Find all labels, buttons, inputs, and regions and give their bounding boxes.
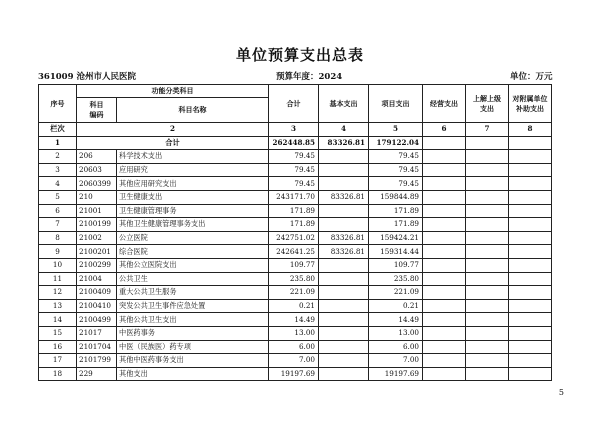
seq-cell: 16 — [39, 340, 77, 354]
seq-cell: 9 — [39, 245, 77, 259]
code-cell: 206 — [77, 150, 117, 164]
basic-cell — [319, 367, 369, 381]
name-cell: 其他应用研究支出 — [117, 177, 269, 191]
remit-cell — [466, 218, 509, 232]
total-cell: 79.45 — [269, 177, 319, 191]
remit-cell — [466, 367, 509, 381]
basic-cell: 83326.81 — [319, 231, 369, 245]
operating-cell — [423, 163, 466, 177]
project-cell: 14.49 — [369, 313, 423, 327]
sub-aid-cell — [509, 231, 552, 245]
code-cell: 2060399 — [77, 177, 117, 191]
remit-cell — [466, 190, 509, 204]
code-cell: 21002 — [77, 231, 117, 245]
header-code: 科目 编码 — [77, 98, 117, 123]
table-row — [39, 286, 552, 300]
total-cell: 171.89 — [269, 218, 319, 232]
total-cell: 262448.85 — [269, 136, 319, 150]
sub-aid-cell — [509, 286, 552, 300]
header-seq: 序号 — [39, 85, 77, 123]
sub-aid-cell — [509, 299, 552, 313]
table-row — [39, 177, 552, 191]
project-cell: 0.21 — [369, 299, 423, 313]
code-cell: 2100409 — [77, 286, 117, 300]
code-cell: 21017 — [77, 326, 117, 340]
seq-cell: 6 — [39, 204, 77, 218]
seq-cell: 5 — [39, 190, 77, 204]
page-title: 单位预算支出总表 — [235, 46, 364, 64]
header-project: 项目支出 — [369, 85, 423, 123]
sub-aid-cell — [509, 272, 552, 286]
name-cell: 中医药事务 — [117, 326, 269, 340]
table-row — [39, 367, 552, 381]
budget-year-label: 预算年度：2024 — [276, 72, 343, 82]
operating-cell — [423, 367, 466, 381]
seq-cell: 1 — [39, 136, 77, 150]
table-row — [39, 326, 552, 340]
seq-cell: 15 — [39, 326, 77, 340]
basic-cell — [319, 150, 369, 164]
total-cell: 171.89 — [269, 204, 319, 218]
project-cell: 19197.69 — [369, 367, 423, 381]
lanci-cell: 栏次 — [39, 123, 77, 137]
code-cell: 21004 — [77, 272, 117, 286]
seq-cell: 2 — [39, 150, 77, 164]
seq-cell: 8 — [39, 231, 77, 245]
sub-aid-cell — [509, 150, 552, 164]
remit-cell — [466, 313, 509, 327]
name-cell: 科学技术支出 — [117, 150, 269, 164]
table-row — [39, 272, 552, 286]
seq-cell: 11 — [39, 272, 77, 286]
remit-cell — [466, 272, 509, 286]
operating-cell — [423, 286, 466, 300]
project-cell: 235.80 — [369, 272, 423, 286]
basic-cell — [319, 326, 369, 340]
basic-cell — [319, 258, 369, 272]
basic-cell — [319, 204, 369, 218]
basic-cell: 83326.81 — [319, 190, 369, 204]
operating-cell — [423, 258, 466, 272]
total-cell: 0.21 — [269, 299, 319, 313]
operating-cell — [423, 204, 466, 218]
table-row — [39, 163, 552, 177]
total-cell: 6.00 — [269, 340, 319, 354]
code-cell: 21001 — [77, 204, 117, 218]
operating-cell — [423, 231, 466, 245]
remit-cell — [466, 286, 509, 300]
table-row — [39, 218, 552, 232]
project-cell: 159844.89 — [369, 190, 423, 204]
lanci-cell: 6 — [423, 123, 466, 137]
table-row — [39, 299, 552, 313]
remit-cell — [466, 354, 509, 368]
total-cell: 235.80 — [269, 272, 319, 286]
total-cell: 14.49 — [269, 313, 319, 327]
sub-aid-cell — [509, 313, 552, 327]
organization-label: 361009 沧州市人民医院 — [38, 72, 136, 82]
remit-cell — [466, 231, 509, 245]
code-cell: 2100199 — [77, 218, 117, 232]
sub-aid-cell — [509, 204, 552, 218]
remit-cell — [466, 163, 509, 177]
project-cell: 109.77 — [369, 258, 423, 272]
remit-cell — [466, 326, 509, 340]
basic-cell — [319, 177, 369, 191]
sub-aid-cell — [509, 163, 552, 177]
header-total: 合计 — [269, 85, 319, 123]
seq-cell: 13 — [39, 299, 77, 313]
remit-cell — [466, 299, 509, 313]
project-cell: 171.89 — [369, 218, 423, 232]
name-cell: 合计 — [77, 136, 269, 150]
table-row — [39, 204, 552, 218]
name-cell: 公共卫生 — [117, 272, 269, 286]
total-cell: 242641.25 — [269, 245, 319, 259]
operating-cell — [423, 190, 466, 204]
lanci-cell: 8 — [509, 123, 552, 137]
table-row — [39, 150, 552, 164]
project-cell: 159314.44 — [369, 245, 423, 259]
project-cell: 7.00 — [369, 354, 423, 368]
sub-aid-cell — [509, 326, 552, 340]
sub-aid-cell — [509, 245, 552, 259]
basic-cell — [319, 286, 369, 300]
table-row — [39, 313, 552, 327]
code-cell: 2100410 — [77, 299, 117, 313]
remit-cell — [466, 258, 509, 272]
operating-cell — [423, 136, 466, 150]
header-func-group: 功能分类科目 — [77, 85, 269, 98]
seq-cell: 18 — [39, 367, 77, 381]
remit-cell — [466, 136, 509, 150]
sub-aid-cell — [509, 340, 552, 354]
code-cell: 210 — [77, 190, 117, 204]
lanci-cell: 7 — [466, 123, 509, 137]
name-cell: 其他中医药事务支出 — [117, 354, 269, 368]
name-cell: 突发公共卫生事件应急处置 — [117, 299, 269, 313]
project-cell: 6.00 — [369, 340, 423, 354]
name-cell: 公立医院 — [117, 231, 269, 245]
header-remit-upper: 上解上级 支出 — [466, 85, 509, 123]
seq-cell: 4 — [39, 177, 77, 191]
seq-cell: 10 — [39, 258, 77, 272]
unit-label: 单位：万元 — [510, 72, 553, 82]
table-row — [39, 190, 552, 204]
remit-cell — [466, 150, 509, 164]
lanci-cell: 4 — [319, 123, 369, 137]
name-cell: 中医（民族医）药专项 — [117, 340, 269, 354]
code-cell: 2100299 — [77, 258, 117, 272]
table-row — [39, 231, 552, 245]
header-basic: 基本支出 — [319, 85, 369, 123]
name-cell: 其他支出 — [117, 367, 269, 381]
project-cell: 13.00 — [369, 326, 423, 340]
operating-cell — [423, 354, 466, 368]
table-row — [39, 340, 552, 354]
table-row — [39, 245, 552, 259]
project-cell: 79.45 — [369, 150, 423, 164]
table-row — [39, 354, 552, 368]
name-cell: 应用研究 — [117, 163, 269, 177]
seq-cell: 3 — [39, 163, 77, 177]
basic-cell: 83326.81 — [319, 136, 369, 150]
operating-cell — [423, 218, 466, 232]
basic-cell — [319, 272, 369, 286]
name-cell: 综合医院 — [117, 245, 269, 259]
basic-cell — [319, 340, 369, 354]
lanci-cell: 3 — [269, 123, 319, 137]
basic-cell — [319, 299, 369, 313]
sub-aid-cell — [509, 354, 552, 368]
name-cell: 重大公共卫生服务 — [117, 286, 269, 300]
sub-aid-cell — [509, 177, 552, 191]
operating-cell — [423, 313, 466, 327]
total-cell: 79.45 — [269, 163, 319, 177]
name-cell: 卫生健康管理事务 — [117, 204, 269, 218]
lanci-cell: 5 — [369, 123, 423, 137]
seq-cell: 14 — [39, 313, 77, 327]
code-cell: 2101704 — [77, 340, 117, 354]
project-cell: 79.45 — [369, 163, 423, 177]
basic-cell — [319, 313, 369, 327]
header-sub-aid: 对附属单位 补助支出 — [509, 85, 552, 123]
operating-cell — [423, 299, 466, 313]
total-cell: 13.00 — [269, 326, 319, 340]
total-cell: 243171.70 — [269, 190, 319, 204]
total-cell: 221.09 — [269, 286, 319, 300]
project-cell: 171.89 — [369, 204, 423, 218]
table-row — [39, 258, 552, 272]
remit-cell — [466, 177, 509, 191]
page-number: 5 — [558, 388, 564, 397]
header-operating: 经营支出 — [423, 85, 466, 123]
remit-cell — [466, 204, 509, 218]
project-cell: 179122.04 — [369, 136, 423, 150]
seq-cell: 12 — [39, 286, 77, 300]
operating-cell — [423, 340, 466, 354]
remit-cell — [466, 245, 509, 259]
remit-cell — [466, 340, 509, 354]
seq-cell: 17 — [39, 354, 77, 368]
operating-cell — [423, 150, 466, 164]
project-cell: 79.45 — [369, 177, 423, 191]
total-cell: 109.77 — [269, 258, 319, 272]
total-row — [39, 136, 552, 150]
sub-aid-cell — [509, 218, 552, 232]
name-cell: 卫生健康支出 — [117, 190, 269, 204]
name-cell: 其他公立医院支出 — [117, 258, 269, 272]
basic-cell — [319, 163, 369, 177]
basic-cell: 83326.81 — [319, 245, 369, 259]
sub-aid-cell — [509, 367, 552, 381]
sub-aid-cell — [509, 190, 552, 204]
seq-cell: 7 — [39, 218, 77, 232]
total-cell: 242751.02 — [269, 231, 319, 245]
basic-cell — [319, 218, 369, 232]
operating-cell — [423, 272, 466, 286]
project-cell: 221.09 — [369, 286, 423, 300]
header-name: 科目名称 — [117, 98, 269, 123]
budget-expenditure-table — [38, 84, 552, 381]
project-cell: 159424.21 — [369, 231, 423, 245]
operating-cell — [423, 245, 466, 259]
sub-aid-cell — [509, 258, 552, 272]
operating-cell — [423, 326, 466, 340]
code-cell: 229 — [77, 367, 117, 381]
code-cell: 20603 — [77, 163, 117, 177]
lanci-row — [39, 123, 552, 137]
total-cell: 7.00 — [269, 354, 319, 368]
operating-cell — [423, 177, 466, 191]
name-cell: 其他公共卫生支出 — [117, 313, 269, 327]
code-cell: 2101799 — [77, 354, 117, 368]
code-cell: 2100499 — [77, 313, 117, 327]
lanci-cell: 2 — [77, 123, 269, 137]
name-cell: 其他卫生健康管理事务支出 — [117, 218, 269, 232]
code-cell: 2100201 — [77, 245, 117, 259]
total-cell: 79.45 — [269, 150, 319, 164]
basic-cell — [319, 354, 369, 368]
sub-aid-cell — [509, 136, 552, 150]
total-cell: 19197.69 — [269, 367, 319, 381]
